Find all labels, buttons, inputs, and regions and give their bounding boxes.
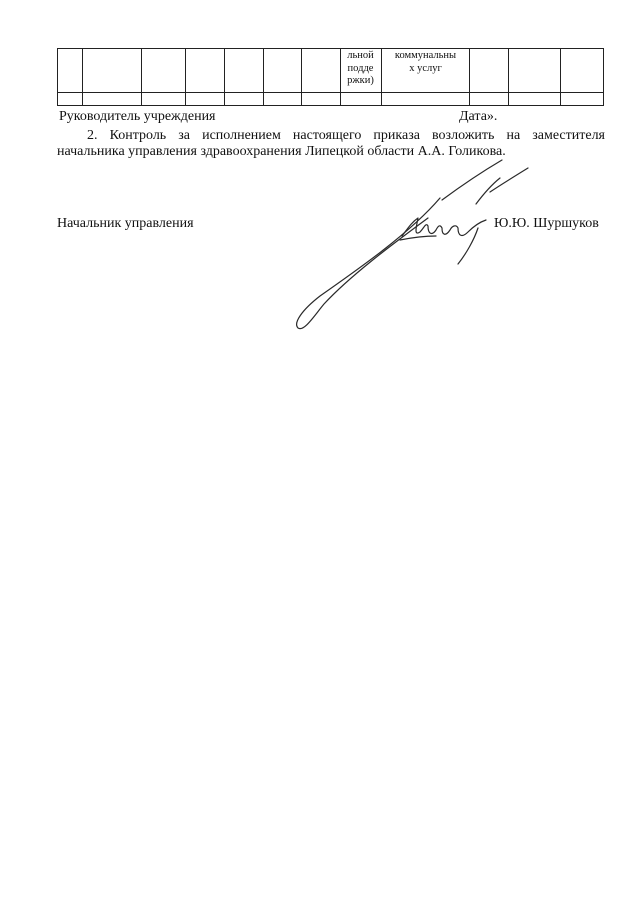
handwritten-signature <box>290 158 540 338</box>
table-col-line <box>224 48 225 106</box>
control-paragraph <box>57 128 605 160</box>
table-border-bottom <box>57 105 604 106</box>
head-of-institution-label: Руководитель учреждения <box>59 109 216 124</box>
table-col-line <box>141 48 142 106</box>
table-col-line <box>57 48 58 106</box>
signer-name: Ю.Ю. Шуршуков <box>494 216 599 231</box>
table-row-divider <box>57 92 604 93</box>
paragraph-line-2: начальника управления здравоохранения Липецкой области А.А. Голикова. <box>57 144 506 159</box>
table-col-line <box>508 48 509 106</box>
table-col-line <box>560 48 561 106</box>
table-col-line <box>603 48 604 106</box>
table-col-line <box>82 48 83 106</box>
table-col-line <box>469 48 470 106</box>
paragraph-line-1: 2. Контроль за исполнением настоящего приказа возложить на заместителя <box>87 128 605 143</box>
signer-position: Начальник управления <box>57 216 194 231</box>
table-border-top <box>57 48 604 49</box>
table-cell: льной подде ржки) <box>347 50 374 86</box>
table-fragment <box>57 48 604 106</box>
date-label: Дата». <box>459 109 498 124</box>
table-col-line <box>263 48 264 106</box>
table-col-line <box>185 48 186 106</box>
table-cell: коммунальны х услуг <box>394 50 457 74</box>
table-col-line <box>301 48 302 106</box>
